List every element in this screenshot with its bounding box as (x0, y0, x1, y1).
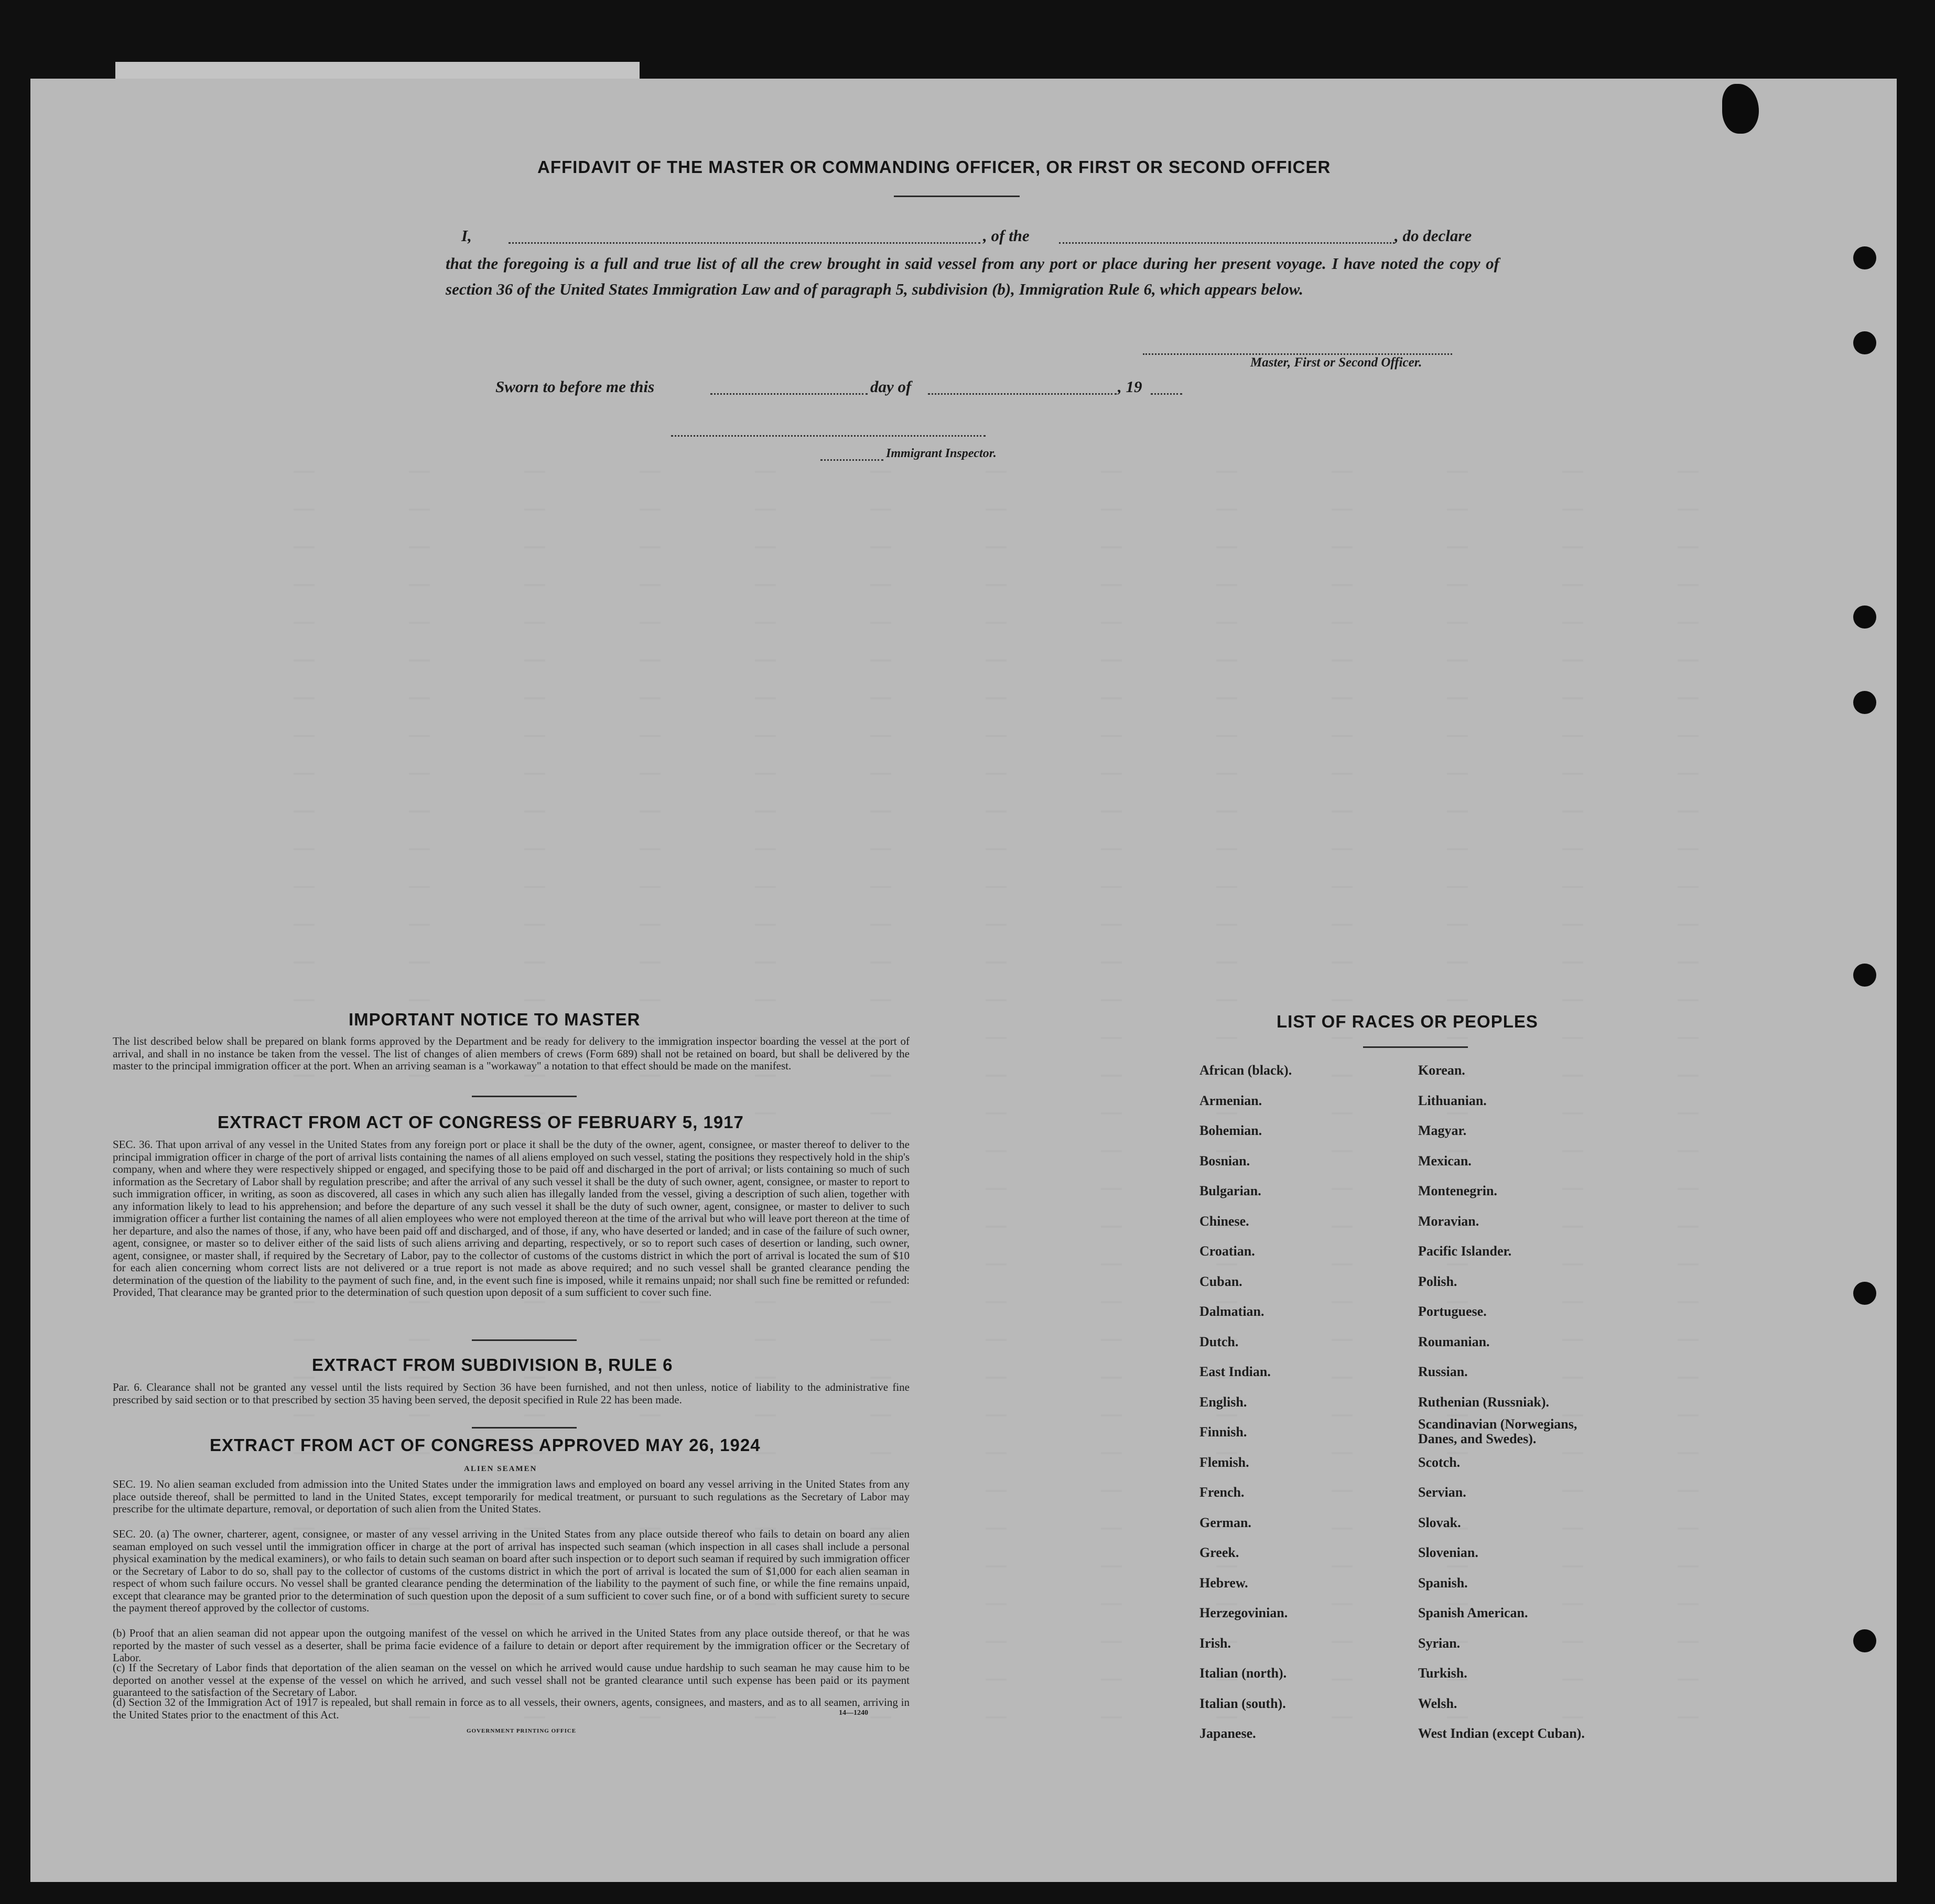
race-item: Japanese. (1199, 1726, 1256, 1741)
race-item: Greek. (1199, 1545, 1239, 1560)
races-column-right (1418, 1055, 1617, 1749)
race-item: Servian. (1418, 1485, 1466, 1500)
race-item: Spanish American. (1418, 1605, 1528, 1620)
race-item: Finnish. (1199, 1424, 1247, 1440)
race-item: Dutch. (1199, 1334, 1239, 1349)
race-item: English. (1199, 1394, 1247, 1410)
extract-1917-title: EXTRACT FROM ACT OF CONGRESS OF FEBRUARY 5, 1917 (218, 1112, 744, 1132)
extract-1924-sec20d: (d) Section 32 of the Immigration Act of 1917 is repealed, but shall remain in force as to all vessels, their owners, agents, consignees, and masters, and as to all seamen, arriving in the United States prior to the enactment of this Act. (113, 1696, 910, 1721)
race-item: Bohemian. (1199, 1123, 1262, 1138)
race-item: Dalmatian. (1199, 1304, 1264, 1319)
inspector-lead-line (820, 459, 883, 461)
vessel-name-field[interactable] (1059, 242, 1395, 244)
race-item: Chinese. (1199, 1213, 1249, 1229)
race-item: Spanish. (1418, 1575, 1468, 1591)
race-item: Mexican. (1418, 1153, 1472, 1169)
year-prefix-label: , 19 (1118, 377, 1142, 396)
race-item: Cuban. (1199, 1273, 1242, 1289)
race-item: Lithuanian. (1418, 1092, 1487, 1108)
race-item: French. (1199, 1485, 1245, 1500)
race-item: Armenian. (1199, 1092, 1262, 1108)
section-divider (472, 1096, 577, 1097)
do-declare-label: , do declare (1395, 226, 1472, 245)
race-item: Slovak. (1418, 1514, 1461, 1530)
race-item: Korean. (1418, 1063, 1465, 1078)
affidavit-title: AFFIDAVIT OF THE MASTER OR COMMANDING OFFICER, OR FIRST OR SECOND OFFICER (537, 157, 1331, 177)
declarant-label: I, (461, 226, 472, 245)
races-title: LIST OF RACES OR PEOPLES (1277, 1012, 1538, 1031)
race-item: Welsh. (1418, 1695, 1457, 1711)
race-item: Irish. (1199, 1635, 1231, 1651)
race-item: Portuguese. (1418, 1304, 1487, 1319)
race-item: Moravian. (1418, 1213, 1479, 1229)
extract-1924-sec20b: (b) Proof that an alien seaman did not appear upon the outgoing manifest of the vessel on which he arrived in the United States from any place outside thereof, or that he was reported by the master of such vessel as a deserter, shall be prima facie evidence of a failure to detain or deport after requirement by the immigration officer or the Secretary of Labor. (113, 1627, 910, 1664)
extract-1924-title: EXTRACT FROM ACT OF CONGRESS APPROVED MAY 26, 1924 (210, 1435, 761, 1455)
declaration-text: that the foregoing is a full and true list of all the crew brought in said vessel from any port or place during her present voyage. I have noted the copy of section 36 of the United States Immigration Law and of paragraph 5, subdivision (b), Immigration Rule 6, which appears below. (446, 254, 1499, 298)
race-item: Bulgarian. (1199, 1183, 1261, 1198)
sworn-day-field[interactable] (710, 393, 868, 395)
race-item: East Indian. (1199, 1364, 1271, 1379)
declarant-name-field[interactable] (509, 242, 980, 244)
sworn-label: Sworn to before me this (495, 377, 655, 396)
race-item: Flemish. (1199, 1454, 1249, 1470)
race-item: Roumanian. (1418, 1334, 1490, 1349)
extract-1917-body: SEC. 36. That upon arrival of any vessel in the United States from any foreign port or place it shall be the duty of the owner, agent, consignee, or master thereof to deliver to the principal immigration officer in charge of the port of arrival lists containing the names of all aliens employed on such vessel, stating the positions they respectively hold in the ship's company, when and where they were respectively shipped or engaged, and specifying those to be paid off and discharged in the port of arrival; or lists containing so much of such information as the Secretary of Labor shall by regulation prescribe; and after the arrival of any such vessel it shall be the duty of such owner, agent, consignee, or master to report to such immigration officer, in writing, as soon as discovered, all cases in which any such alien has illegally landed from the vessel, giving a description of such alien, together with any information likely to lead to his apprehension; and before the departure of any such vessel it shall be the duty of such owner, agent, consignee, or master to deliver to such immigration officer a further list containing the names of all alien employees who were not employed thereon at the time of the arrival but who will leave port thereon at the time of her departure, and also the names of those, if any, who have been paid off and discharged, and of those, if any, who have deserted or landed; and in case of the failure of such owner, agent, consignee, or master so to deliver either of the said lists of such aliens arriving and departing, respectively, or so to report such cases of desertion or landing, such owner, agent, consignee, or master shall, if required by the Secretary of Labor, pay to the collector of customs of the customs district in which the port of arrival is located the sum of $10 for each alien concerning whom correct lists are not delivered or a true report is not made as above required; and no such vessel shall be granted clearance pending the determination of the question of the liability to the payment of such fine, and, in the event such fine is imposed, while it remains unpaid; nor shall such fine be remitted or refunded: Provided, That clearance may be granted prior to the determination of such question upon deposit of a sum sufficient to cover such fine. (113, 1138, 910, 1299)
extract-rule6-body: Par. 6. Clearance shall not be granted any vessel until the lists required by Section 36 have been furnished, and not then unless, notice of liability to the administrative fine prescribed by said section or to that prescribed by section 35 having been served, the deposit specified in Rule 22 has been made. (113, 1381, 910, 1406)
alien-seamen-subtitle: ALIEN SEAMEN (464, 1465, 537, 1473)
inspector-caption: Immigrant Inspector. (886, 447, 997, 460)
form-code: 14—1240 (839, 1709, 868, 1717)
race-item: Italian (south). (1199, 1695, 1286, 1711)
race-item: German. (1199, 1514, 1251, 1530)
race-item: Syrian. (1418, 1635, 1461, 1651)
title-underline (894, 196, 1020, 197)
race-item: Polish. (1418, 1273, 1457, 1289)
sworn-year-field[interactable] (1151, 393, 1182, 395)
extract-1924-sec19: SEC. 19. No alien seaman excluded from admission into the United States under the immigration laws and employed on board any vessel arriving in the United States from any place outside thereof, shall be permitted to land in the United States, except temporarily for medical treatment, or pursuant to such regulations as the Secretary of Labor may prescribe for the ultimate departure, removal, or deportation of such alien from the United States. (113, 1478, 910, 1515)
races-title-underline (1363, 1046, 1468, 1048)
race-item: Scotch. (1418, 1454, 1461, 1470)
printer-imprint: GOVERNMENT PRINTING OFFICE (467, 1728, 577, 1734)
signature-caption: Master, First or Second Officer. (1250, 355, 1422, 370)
race-item: African (black). (1199, 1063, 1292, 1078)
section-divider (472, 1427, 577, 1429)
sworn-month-field[interactable] (928, 393, 1117, 395)
extract-1924-sec20a: SEC. 20. (a) The owner, charterer, agent, consignee, or master of any vessel arriving in the United States from any place outside thereof who fails to detain on board any alien seaman employed on such vessel until the immigration officer in charge at the port of arrival has inspected such seaman (which inspection in all cases shall include a personal physical examination by the medical examiners), or who fails to detain such seaman on board after such inspection or to deport such seaman if required by such immigration officer or the Secretary of Labor to do so, shall pay to the collector of customs of the customs district in which the port of arrival is located the sum of $1,000 for each alien seaman in respect of whom such failure occurs. No vessel shall be granted clearance pending the determination of the liability to the payment of such fine, or while the fine remains unpaid, except that clearance may be granted prior to the determination of such question upon the deposit of a sum sufficient to cover such fine, or of a bond with sufficient surety to secure the payment thereof approved by the collector of customs. (113, 1528, 910, 1614)
notice-title: IMPORTANT NOTICE TO MASTER (349, 1010, 641, 1029)
race-item: Scandinavian (Norwegians, Danes, and Swedes). (1418, 1416, 1577, 1446)
race-item: Ruthenian (Russniak). (1418, 1394, 1549, 1410)
race-item: Pacific Islander. (1418, 1243, 1512, 1259)
race-item: West Indian (except Cuban). (1418, 1726, 1585, 1741)
extract-1924-sec20c: (c) If the Secretary of Labor finds that deportation of the alien seaman on the vessel on which he arrived would cause undue hardship to such seaman he may cause him to be deported on another vessel at the expense of the vessel on which he arrived, and such vessel shall not be granted clearance until such expense has been paid or its payment guaranteed to the satisfaction of the Secretary of Labor. (113, 1661, 910, 1699)
race-item: Russian. (1418, 1364, 1468, 1379)
race-item: Magyar. (1418, 1123, 1467, 1138)
officer-signature-field[interactable] (1143, 353, 1452, 355)
race-item: Italian (north). (1199, 1665, 1287, 1681)
race-item: Montenegrin. (1418, 1183, 1497, 1198)
race-item: Croatian. (1199, 1243, 1255, 1259)
race-item: Hebrew. (1199, 1575, 1248, 1591)
races-column-left (1199, 1055, 1292, 1749)
day-of-label: day of (870, 377, 912, 396)
inspector-signature-field[interactable] (671, 435, 986, 437)
race-item: Slovenian. (1418, 1545, 1478, 1560)
extract-rule6-title: EXTRACT FROM SUBDIVISION B, RULE 6 (312, 1355, 673, 1375)
race-item: Turkish. (1418, 1665, 1467, 1681)
race-item: Herzegovinian. (1199, 1605, 1288, 1620)
of-the-label: , of the (983, 226, 1030, 245)
section-divider (472, 1339, 577, 1341)
race-item: Bosnian. (1199, 1153, 1250, 1169)
notice-body: The list described below shall be prepared on blank forms approved by the Department and be ready for delivery to the immigration inspector boarding the vessel at the port of arrival, and shall in no instance be taken from the vessel. The list of changes of alien members of crews (Form 689) shall not be retained on board, but shall be delivered by the master to the principal immigration officer at the port. When an arriving seaman is a "workaway" a notation to that effect should be made on the manifest. (113, 1035, 910, 1072)
